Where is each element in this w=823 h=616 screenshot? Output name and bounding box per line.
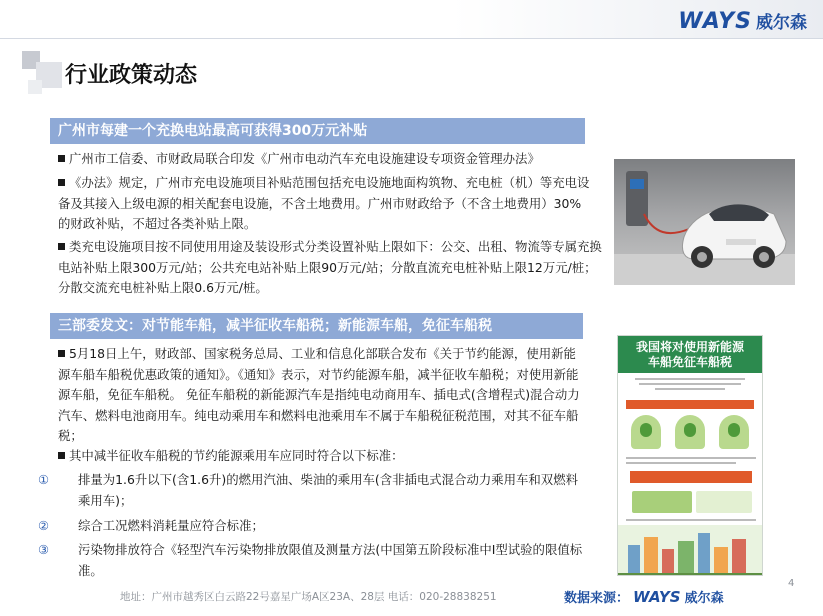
criterion-number: ① [38,472,50,487]
criterion-number: ② [38,518,50,533]
section1-bullet-1: 广州市工信委、市财政局联合印发《广州市电动汽车充电设施建设专项资金管理办法》 [58,149,588,170]
section1-bullet-3: 类充电设施项目按不同使用用途及装设形式分类设置补贴上限如下：公交、出租、物流等专属充换电站补贴上限300万元/站；公共充电站补贴上限90万元/站；分散直流充电桩补贴上限12万元/桩；分散交流充电桩补贴上限0.6万元/桩。 [58,237,603,299]
section-header-charging-subsidy: 广州市每建一个充换电站最高可获得300万元补贴 [50,118,585,144]
brand-logo [678,8,807,34]
electric-car-charging-photo [614,159,795,285]
section-header-vehicle-tax: 三部委发文：对节能车船，减半征收车船税；新能源车船，免征车船税 [50,313,583,339]
section1-bullet-2: 《办法》规定，广州市充电设施项目补贴范围包括充电设施地面构筑物、充电桩（机）等充电设备及其接入上级电源的相关配套电设施，不含土地费用。广州市财政给予（不含土地费用）30%的财政补贴，不超过各类补贴上限。 [58,173,593,235]
section2-bullet-1: 5月18日上午，财政部、国家税务总局、工业和信息化部联合发布《关于节约能源，使用新能源车船车船税优惠政策的通知》。《通知》表示，对节约能源车船，减半征收车船税；对使用新能源车船，免征车船税。 免征车船税的新能源汽车是指纯电动商用车、插电式(含增程式)混合动力汽车、燃料电池商用车。纯电动乘用车和燃料电池乘用车不属于车船税征税范围，对其不征车船税； [58,344,583,447]
infographic-title: 我国将对使用新能源 车船免征车船税 [618,336,762,373]
header-divider [0,38,823,39]
plug-icon [675,415,705,449]
criterion-item-1: ① 排量为1.6升以下(含1.6升)的燃用汽油、柴油的乘用车(含非插电式混合动力乘用车和双燃料乘用车)； [38,472,578,508]
infographic-fine-print [618,373,762,398]
footer-address: 地址：广州市越秀区白云路22号嘉星广场A区23A、28层 电话：020-28838251 [120,591,497,603]
criterion-number: ③ [38,542,50,557]
tax-exemption-infographic [617,335,763,576]
brand-name-en: WAYS [678,9,752,34]
criterion-item-3: ③ 污染物排放符合《轻型汽车污染物排放限值及测量方法(中国第五阶段标准中I型试验的限值标准。 [38,542,583,578]
data-source-brand-en: WAYS [633,588,681,606]
battery-icon [631,415,661,449]
fine-print-lines [625,376,755,392]
brand-name-cn: 威尔森 [756,13,807,33]
section2-bullet-2: 其中减半征收车船税的节约能源乘用车应同时符合以下标准： [58,446,588,467]
data-source [564,587,724,606]
infographic-city-illustration [618,453,763,576]
infographic-icons [618,411,762,453]
data-source-label: 数据来源： [564,591,630,606]
drop-icon [719,415,749,449]
page-title: 行业政策动态 [65,63,198,88]
infographic-band [626,400,754,409]
criterion-item-2: ② 综合工况燃料消耗量应符合标准； [58,516,588,537]
data-source-brand-cn: 威尔森 [684,591,724,606]
car-illustration [614,159,795,285]
title-decoration-square [28,80,42,94]
page-number: 4 [788,578,795,589]
